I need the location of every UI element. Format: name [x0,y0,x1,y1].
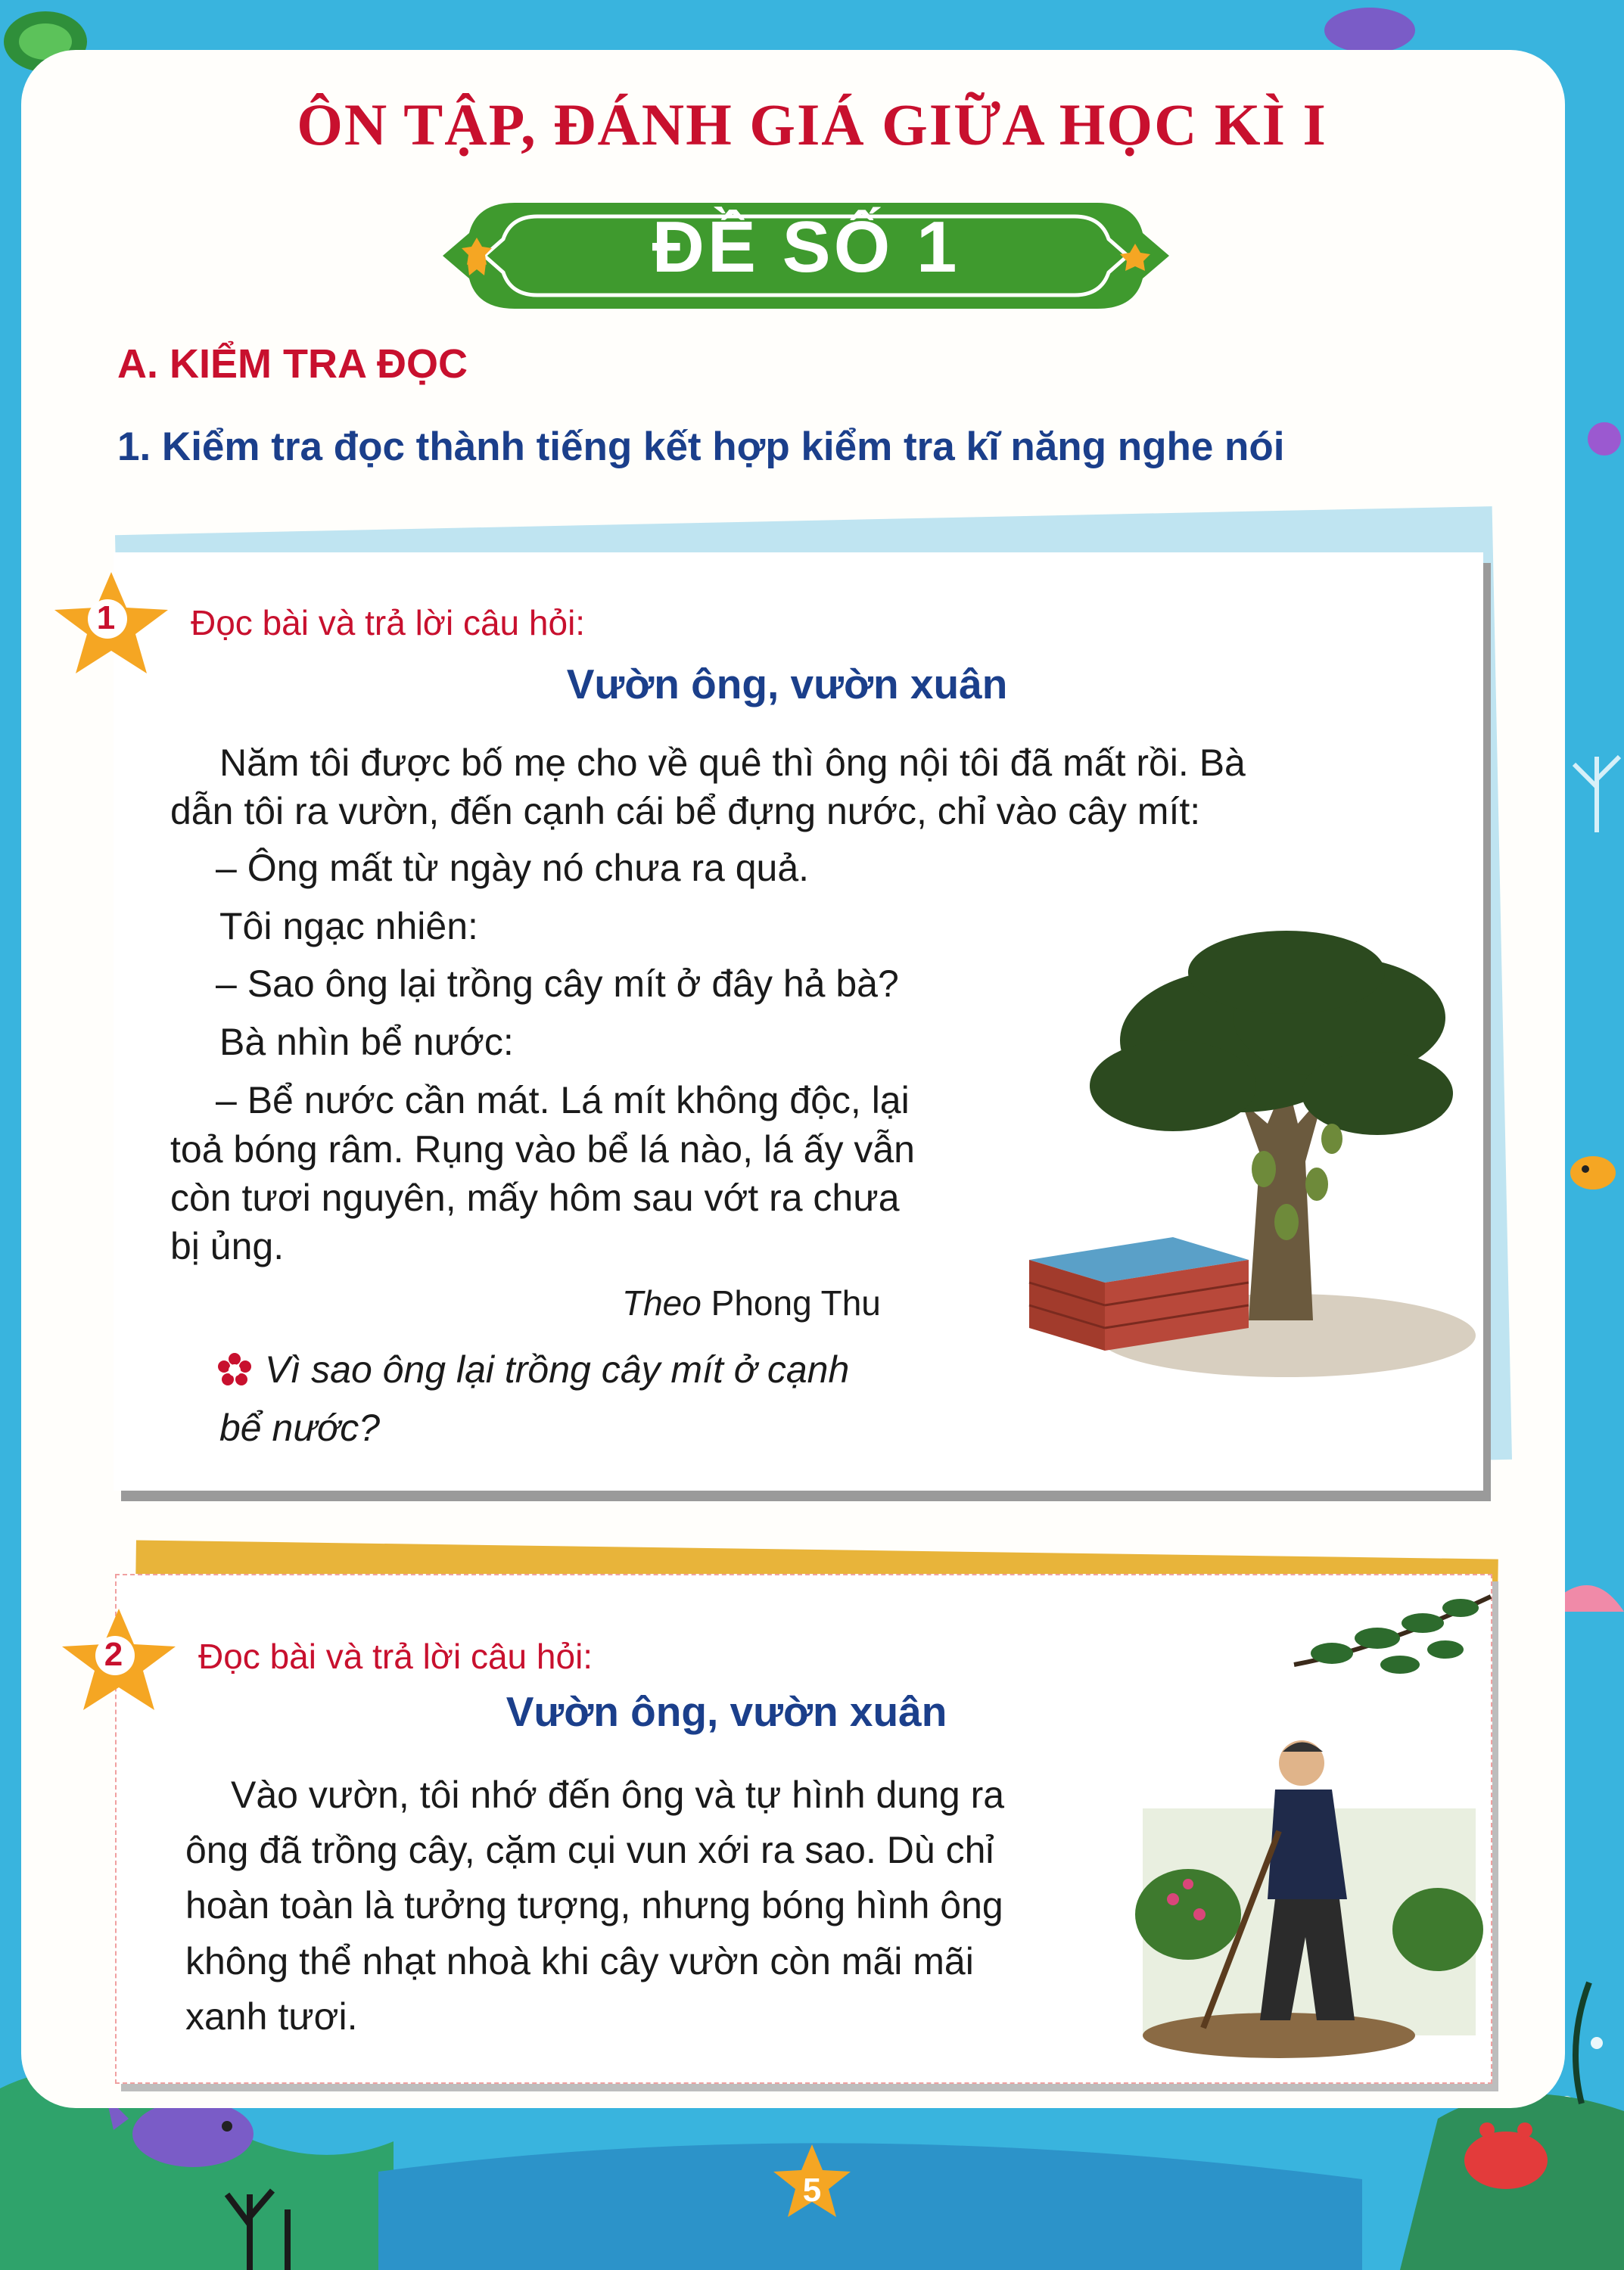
exercise1-source [622,1283,881,1323]
exercise2-passage-title: Vườn ông, vườn xuân [506,1688,947,1735]
exercise2-number: 2 [104,1636,123,1673]
exercise2-instruction: Đọc bài và trả lời câu hỏi: [198,1637,593,1676]
exercise2-line-3: hoàn toàn là tưởng tượng, nhưng bóng hình ông [185,1884,1003,1926]
octopus-icon [1588,422,1621,456]
fish-icon [1570,1156,1616,1189]
flower-bullet-icon [218,1353,251,1386]
exercise1-passage-title: Vườn ông, vườn xuân [566,661,1008,707]
exercise1-question-line1: Vì sao ông lại trồng cây mít ở cạnh [265,1348,850,1391]
exercise2-line-2: ông đã trồng cây, cặm cụi vun xới ra sao. Dù chỉ [185,1829,994,1871]
exercise1-instruction: Đọc bài và trả lời câu hỏi: [191,603,586,642]
jackfruit-tree-illustration [999,927,1483,1396]
exercise1-number: 1 [96,599,116,636]
source-author: Phong Thu [711,1283,881,1323]
exercise2-line-1: Vào vườn, tôi nhớ đến ông và tự hình dung ra [231,1774,1005,1816]
exercise2-line-4: không thể nhạt nhoà khi cây vườn còn mãi mãi [185,1940,974,1982]
exercise1-line-1: Năm tôi được bố mẹ cho về quê thì ông nội tôi đã mất rồi. Bà [219,742,1246,784]
exercise1-line-9: còn tươi nguyên, mấy hôm sau vớt ra chưa [170,1177,900,1219]
exercise1-line-10: bị ủng. [170,1225,285,1267]
exercise1-line-2: dẫn tôi ra vườn, đến cạnh cái bể đựng nước, chỉ vào cây mít: [170,790,1201,832]
section-a-heading: A. KIỂM TRA ĐỌC [117,341,468,387]
whale-top-icon [1324,8,1415,53]
gardener-illustration [1128,1718,1491,2066]
exercise1-line-4: Tôi ngạc nhiên: [219,905,478,947]
exercise1-line-7: – Bể nước cần mát. Lá mít không độc, lại [216,1079,910,1121]
page-number: 5 [802,2172,822,2209]
exercise1-question-line2: bể nước? [219,1407,381,1449]
exercise2-line-5: xanh tươi. [185,1995,358,2038]
branch-illustration [1286,1581,1498,1695]
banner-label: ĐỀ SỐ 1 [652,207,960,288]
source-prefix: Theo [622,1283,702,1323]
exercise1-line-5: – Sao ông lại trồng cây mít ở đây hả bà? [216,962,899,1005]
section-1-heading: 1. Kiểm tra đọc thành tiếng kết hợp kiểm tra kĩ năng nghe nói [117,424,1285,469]
exercise1-line-6: Bà nhìn bể nước: [219,1021,514,1063]
exercise1-line-8: toả bóng râm. Rụng vào bể lá nào, lá ấy vẫn [170,1128,915,1171]
exercise1-line-3: – Ông mất từ ngày nó chưa ra quả. [216,847,810,889]
page-title: ÔN TẬP, ĐÁNH GIÁ GIỮA HỌC KÌ I [297,92,1327,157]
